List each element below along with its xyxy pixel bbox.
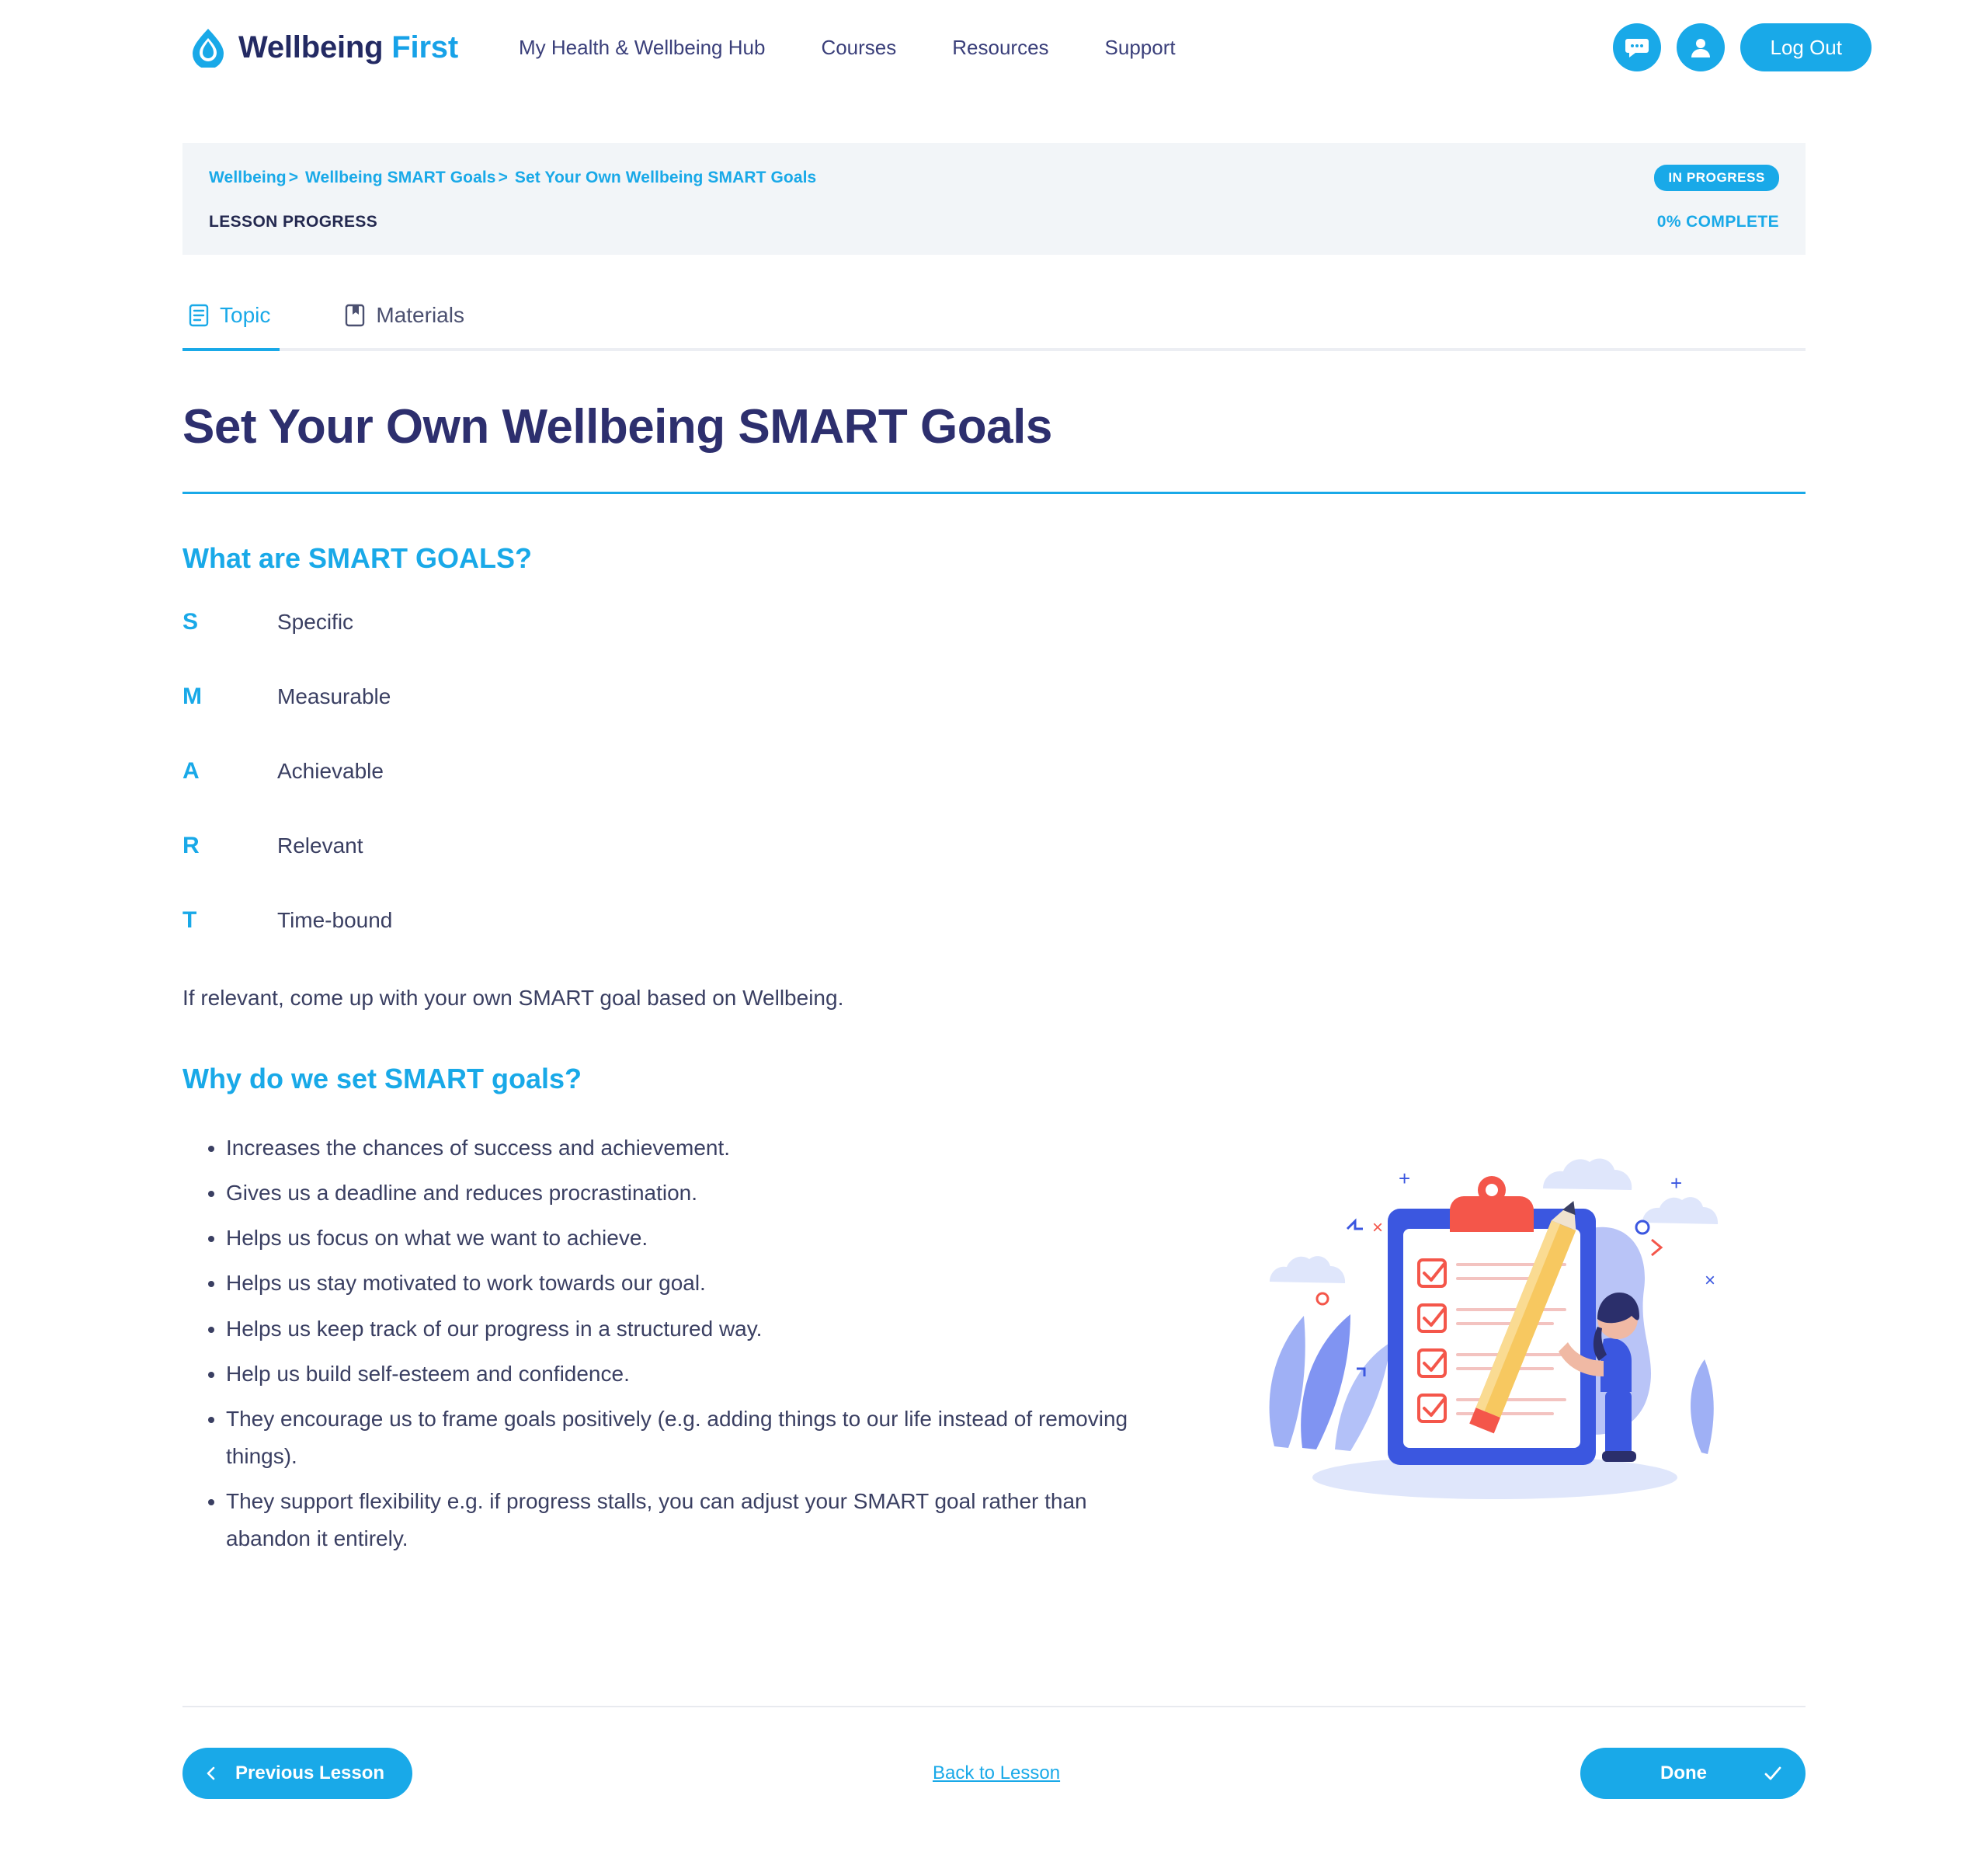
content-tabs xyxy=(182,303,1806,351)
smart-letter-t: T xyxy=(182,907,197,933)
smart-word-achievable: Achievable xyxy=(277,759,384,783)
breadcrumb-item-smart-goals[interactable]: Wellbeing SMART Goals xyxy=(305,169,496,186)
lesson-content xyxy=(182,399,1806,1866)
smart-letter-s: S xyxy=(182,609,199,635)
tab-materials[interactable] xyxy=(339,303,486,348)
svg-text:×: × xyxy=(1705,1270,1716,1291)
svg-text:+: + xyxy=(1399,1167,1411,1190)
list-item xyxy=(182,907,1806,934)
check-icon xyxy=(1764,1764,1782,1783)
breadcrumb-row xyxy=(209,165,1779,191)
breadcrumb-separator-1: > xyxy=(288,169,299,186)
reasons-and-illustration xyxy=(182,1095,1806,1566)
breadcrumb-item-current[interactable]: Set Your Own Wellbeing SMART Goals xyxy=(514,169,817,186)
previous-lesson-button[interactable] xyxy=(182,1748,412,1799)
list-item: • They support flexibility e.g. if progress stalls, you can adjust your SMART goal rather than abandon it entirely. xyxy=(226,1483,1153,1557)
main-navigation xyxy=(519,36,1614,60)
page-title: Set Your Own Wellbeing SMART Goals xyxy=(182,400,1052,454)
bookmark-page-icon xyxy=(345,304,365,327)
nav-item-resources[interactable]: Resources xyxy=(952,35,1049,59)
smart-word-measurable: Measurable xyxy=(277,684,391,708)
brand-logo[interactable] xyxy=(190,27,458,68)
list-item: • Helps us stay motivated to work towards our goal. xyxy=(226,1265,1153,1302)
page-wrap xyxy=(182,143,1806,1866)
nav-item-support[interactable]: Support xyxy=(1104,35,1176,59)
smart-word-time-bound: Time-bound xyxy=(277,908,393,932)
document-lines-icon xyxy=(189,304,209,327)
breadcrumb-item-wellbeing[interactable]: Wellbeing xyxy=(209,169,287,186)
list-item: • Increases the chances of success and achievement. xyxy=(226,1129,1153,1167)
tab-materials-label: Materials xyxy=(376,303,464,327)
list-item: • Help us build self-esteem and confidence. xyxy=(226,1355,1153,1393)
illustration-column xyxy=(1184,1095,1806,1507)
list-item xyxy=(182,609,1806,635)
nav-item-courses[interactable]: Courses xyxy=(821,35,897,59)
list-item: • Helps us focus on what we want to achieve. xyxy=(226,1220,1153,1257)
svg-text:×: × xyxy=(1372,1217,1384,1238)
list-item: • Helps us keep track of our progress in a structured way. xyxy=(226,1310,1153,1348)
clipboard-checklist-with-person-illustration xyxy=(1239,1142,1751,1507)
breadcrumb xyxy=(209,169,816,187)
lesson-progress-panel xyxy=(182,143,1806,255)
brand-name xyxy=(238,30,458,65)
nav-item-hub[interactable]: My Health & Wellbeing Hub xyxy=(518,35,766,59)
done-button[interactable] xyxy=(1580,1748,1806,1799)
chevron-left-icon xyxy=(204,1766,218,1780)
back-to-lesson-link[interactable]: Back to Lesson xyxy=(932,1762,1061,1783)
lesson-progress-percent: 0% COMPLETE xyxy=(1656,213,1779,231)
section-title-why-smart-goals: Why do we set SMART goals? xyxy=(182,1063,582,1094)
status-badge: IN PROGRESS xyxy=(1654,165,1779,191)
smart-word-relevant: Relevant xyxy=(277,833,363,858)
list-item xyxy=(182,758,1806,785)
lesson-progress-row xyxy=(209,213,1779,231)
smart-word-specific: Specific xyxy=(277,610,354,634)
brand-word-2: First xyxy=(391,30,458,64)
list-item xyxy=(182,684,1806,710)
user-avatar-icon[interactable] xyxy=(1677,23,1725,71)
droplet-leaf-logo-icon xyxy=(190,27,226,68)
list-item xyxy=(182,833,1806,859)
lesson-footer-navigation xyxy=(182,1707,1806,1866)
site-header xyxy=(0,0,1988,95)
previous-lesson-label: Previous Lesson xyxy=(235,1762,385,1783)
header-actions xyxy=(1613,23,1872,71)
svg-text:+: + xyxy=(1670,1171,1683,1195)
smart-letter-m: M xyxy=(182,684,202,709)
intro-paragraph: If relevant, come up with your own SMART goal based on Wellbeing. xyxy=(182,986,844,1010)
reasons-column xyxy=(182,1095,1153,1566)
tab-topic[interactable] xyxy=(182,303,292,348)
title-divider xyxy=(182,492,1806,494)
section-title-what-are-smart-goals: What are SMART GOALS? xyxy=(182,542,533,574)
smart-letter-r: R xyxy=(182,833,200,858)
list-item: • Gives us a deadline and reduces procrastination. xyxy=(226,1174,1153,1212)
reasons-list xyxy=(182,1129,1153,1558)
breadcrumb-separator-2: > xyxy=(498,169,508,186)
done-label: Done xyxy=(1660,1762,1707,1783)
chat-bubble-icon[interactable] xyxy=(1613,23,1661,71)
logout-button[interactable]: Log Out xyxy=(1740,23,1872,71)
brand-word-1: Wellbeing xyxy=(238,30,384,64)
smart-acronym-list xyxy=(182,609,1806,934)
smart-letter-a: A xyxy=(182,758,200,784)
tab-topic-label: Topic xyxy=(220,303,271,327)
lesson-progress-label: LESSON PROGRESS xyxy=(209,213,378,231)
list-item: • They encourage us to frame goals positively (e.g. adding things to our life instead of removing things). xyxy=(226,1401,1153,1475)
